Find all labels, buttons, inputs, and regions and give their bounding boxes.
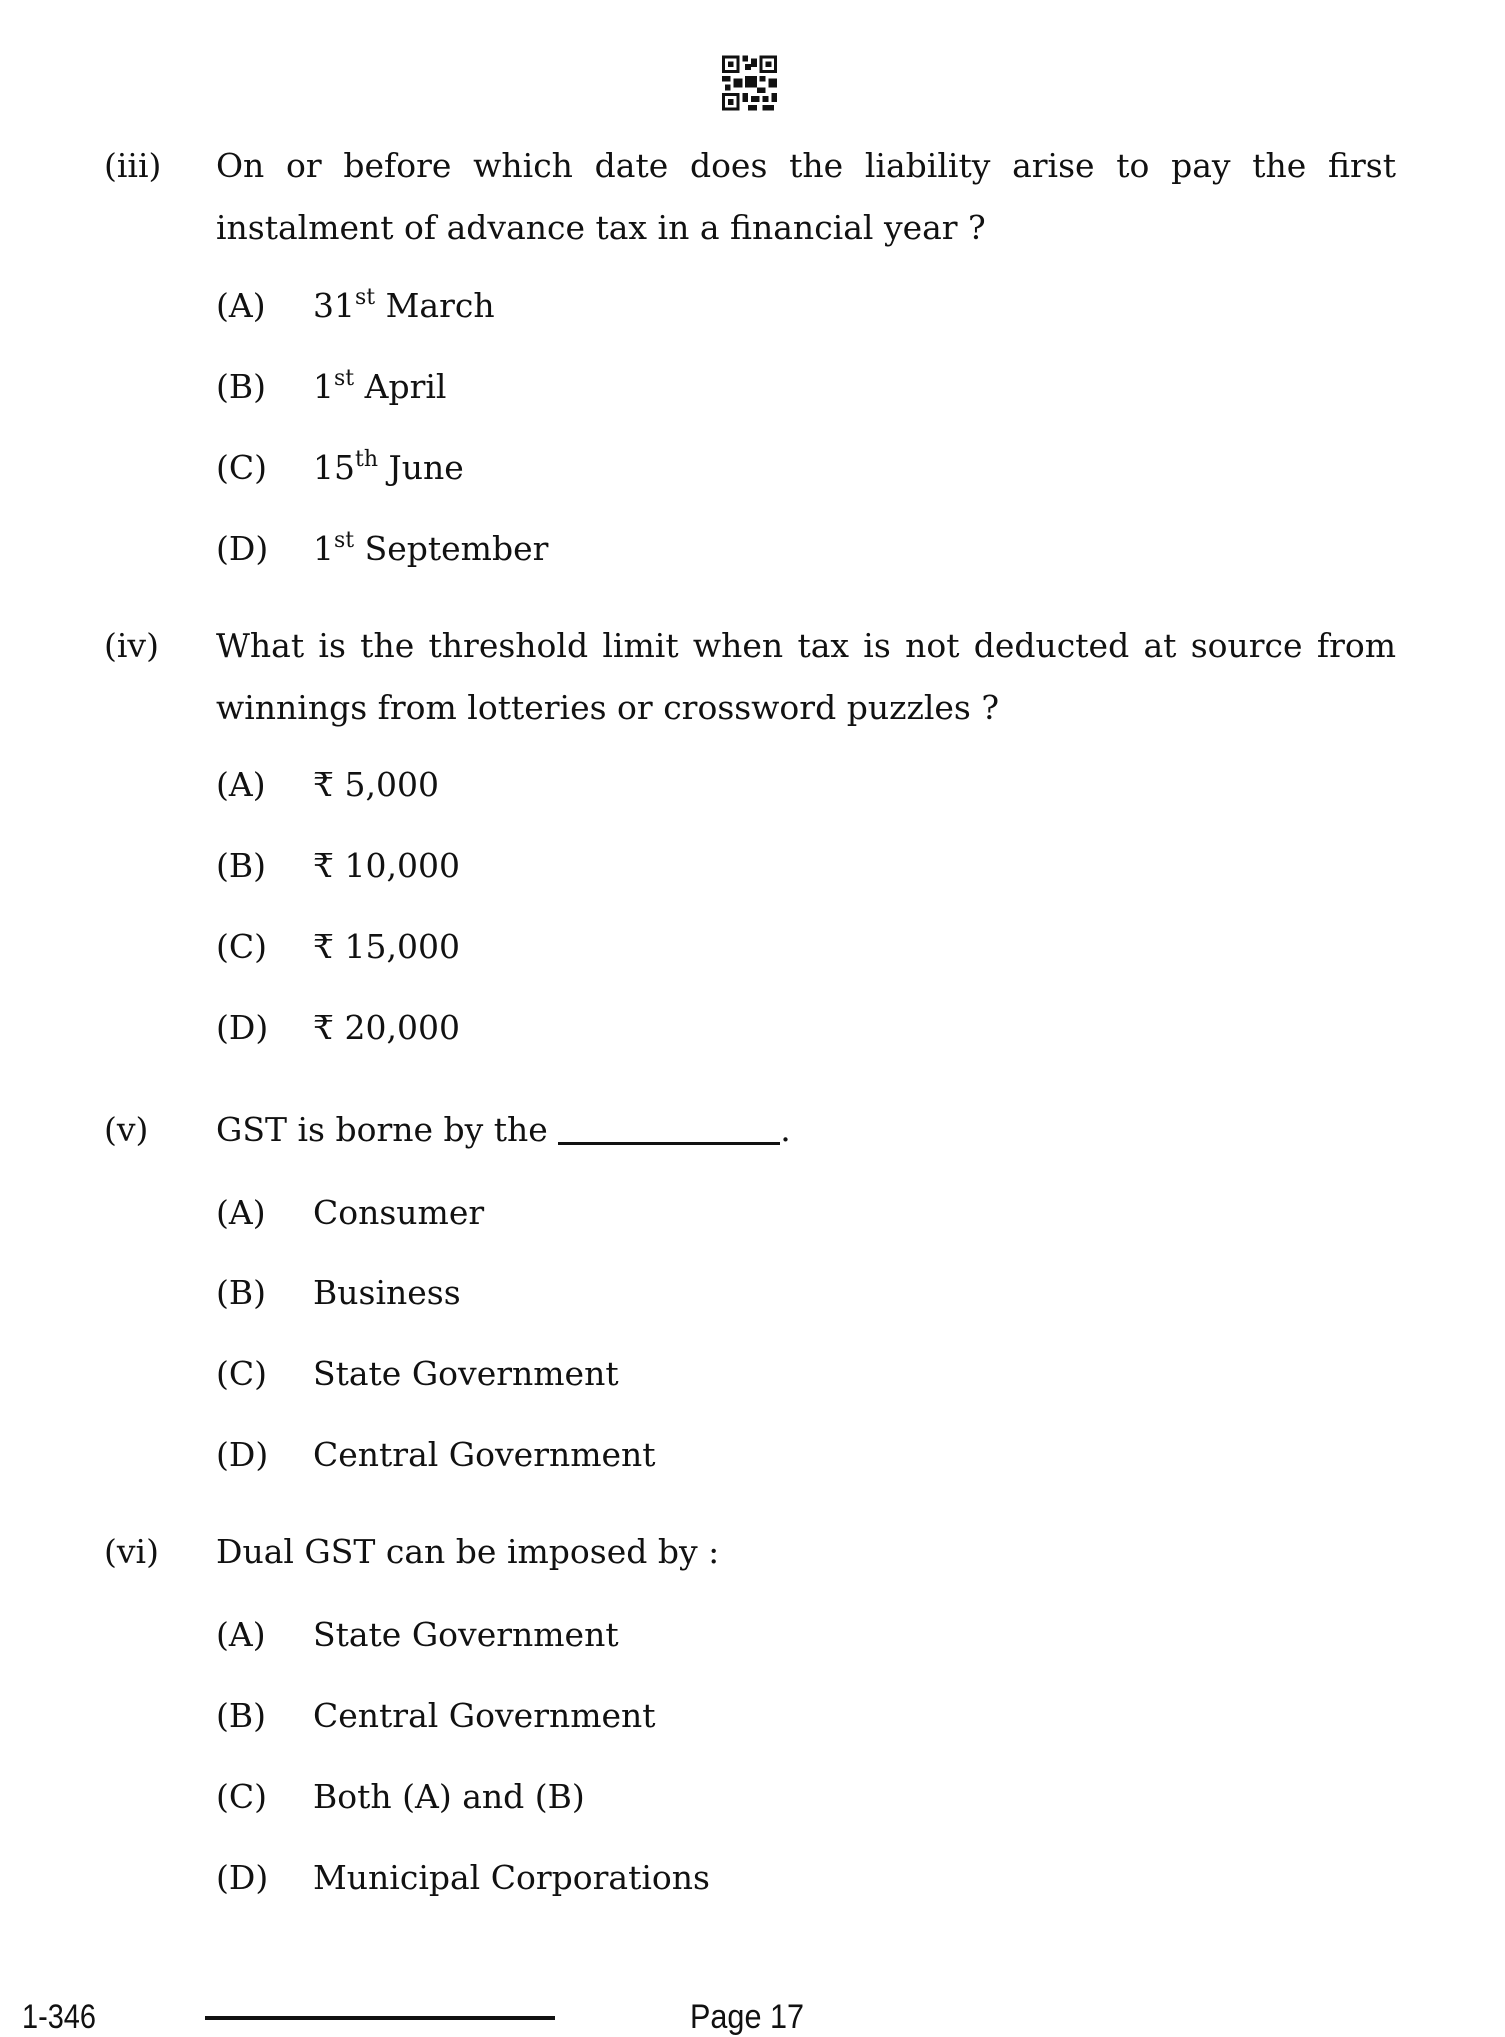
option-text: April — [354, 367, 447, 406]
option-label: (D) — [216, 1435, 269, 1474]
option-label: (A) — [216, 1193, 266, 1232]
ordinal-suffix: st — [334, 366, 355, 391]
option — [216, 1858, 710, 1898]
ordinal-suffix: st — [334, 528, 355, 553]
question-text-after-blank: . — [780, 1110, 791, 1149]
option — [216, 1777, 585, 1817]
option — [216, 1008, 460, 1048]
question-text-before-blank: GST is borne by the — [216, 1110, 559, 1149]
option-text: Business — [313, 1273, 461, 1312]
option-label: (A) — [216, 765, 266, 804]
question-text — [216, 1110, 791, 1150]
option — [216, 927, 460, 967]
option — [216, 1696, 656, 1736]
option-text: 31 — [313, 286, 355, 325]
page-number: Page 17 — [690, 1998, 805, 2036]
option-text: 1 — [313, 367, 334, 406]
ordinal-suffix: st — [355, 285, 376, 310]
question-number: (vi) — [104, 1532, 159, 1571]
ordinal-suffix: th — [355, 447, 379, 472]
question-text: What is the threshold limit when tax is not deducted at source from winnings from lotteries or crossword puzzles ? — [216, 626, 1396, 727]
option-label: (D) — [216, 1008, 269, 1047]
option — [216, 1193, 484, 1233]
option-label: (D) — [216, 529, 269, 568]
question-number: (v) — [104, 1110, 149, 1149]
question-text: Dual GST can be imposed by : — [216, 1532, 720, 1571]
option — [216, 286, 495, 326]
option-label: (A) — [216, 286, 266, 325]
option-text: ₹ 5,000 — [313, 765, 439, 804]
option-label: (C) — [216, 448, 267, 487]
option-label: (A) — [216, 1615, 266, 1654]
option-label: (B) — [216, 367, 266, 406]
option-text: 15 — [313, 448, 355, 487]
option-text: Central Government — [313, 1435, 656, 1474]
question-text: On or before which date does the liability arise to pay the first instalment of advance tax in a financial year ? — [216, 146, 1396, 247]
option-text: Municipal Corporations — [313, 1858, 710, 1897]
option-text: ₹ 10,000 — [313, 846, 460, 885]
option-label: (B) — [216, 846, 266, 885]
option-label: (C) — [216, 927, 267, 966]
option — [216, 765, 439, 805]
option-text: September — [354, 529, 549, 568]
question-number: (iii) — [104, 146, 162, 185]
footer-divider — [205, 2016, 555, 2020]
option — [216, 1435, 656, 1475]
option — [216, 1354, 619, 1394]
option-text: Consumer — [313, 1193, 485, 1232]
fill-in-blank — [558, 1112, 780, 1145]
option-text: 1 — [313, 529, 334, 568]
option-label: (B) — [216, 1273, 266, 1312]
option-text: State Government — [313, 1354, 619, 1393]
option — [216, 448, 464, 488]
question-number: (iv) — [104, 626, 159, 665]
option — [216, 529, 548, 569]
option-text: ₹ 15,000 — [313, 927, 460, 966]
option-label: (B) — [216, 1696, 266, 1735]
option-text: ₹ 20,000 — [313, 1008, 460, 1047]
option-text: Both (A) and (B) — [313, 1777, 585, 1816]
option-text: Central Government — [313, 1696, 656, 1735]
option-label: (C) — [216, 1777, 267, 1816]
option-label: (D) — [216, 1858, 269, 1897]
paper-code: 1-346 — [22, 1998, 96, 2036]
option-text: March — [375, 286, 495, 325]
qr-code-icon — [722, 55, 780, 111]
option-text: State Government — [313, 1615, 619, 1654]
option — [216, 367, 446, 407]
option — [216, 1615, 619, 1655]
option-label: (C) — [216, 1354, 267, 1393]
option — [216, 1273, 461, 1313]
option-text: June — [378, 448, 464, 487]
option — [216, 846, 460, 886]
